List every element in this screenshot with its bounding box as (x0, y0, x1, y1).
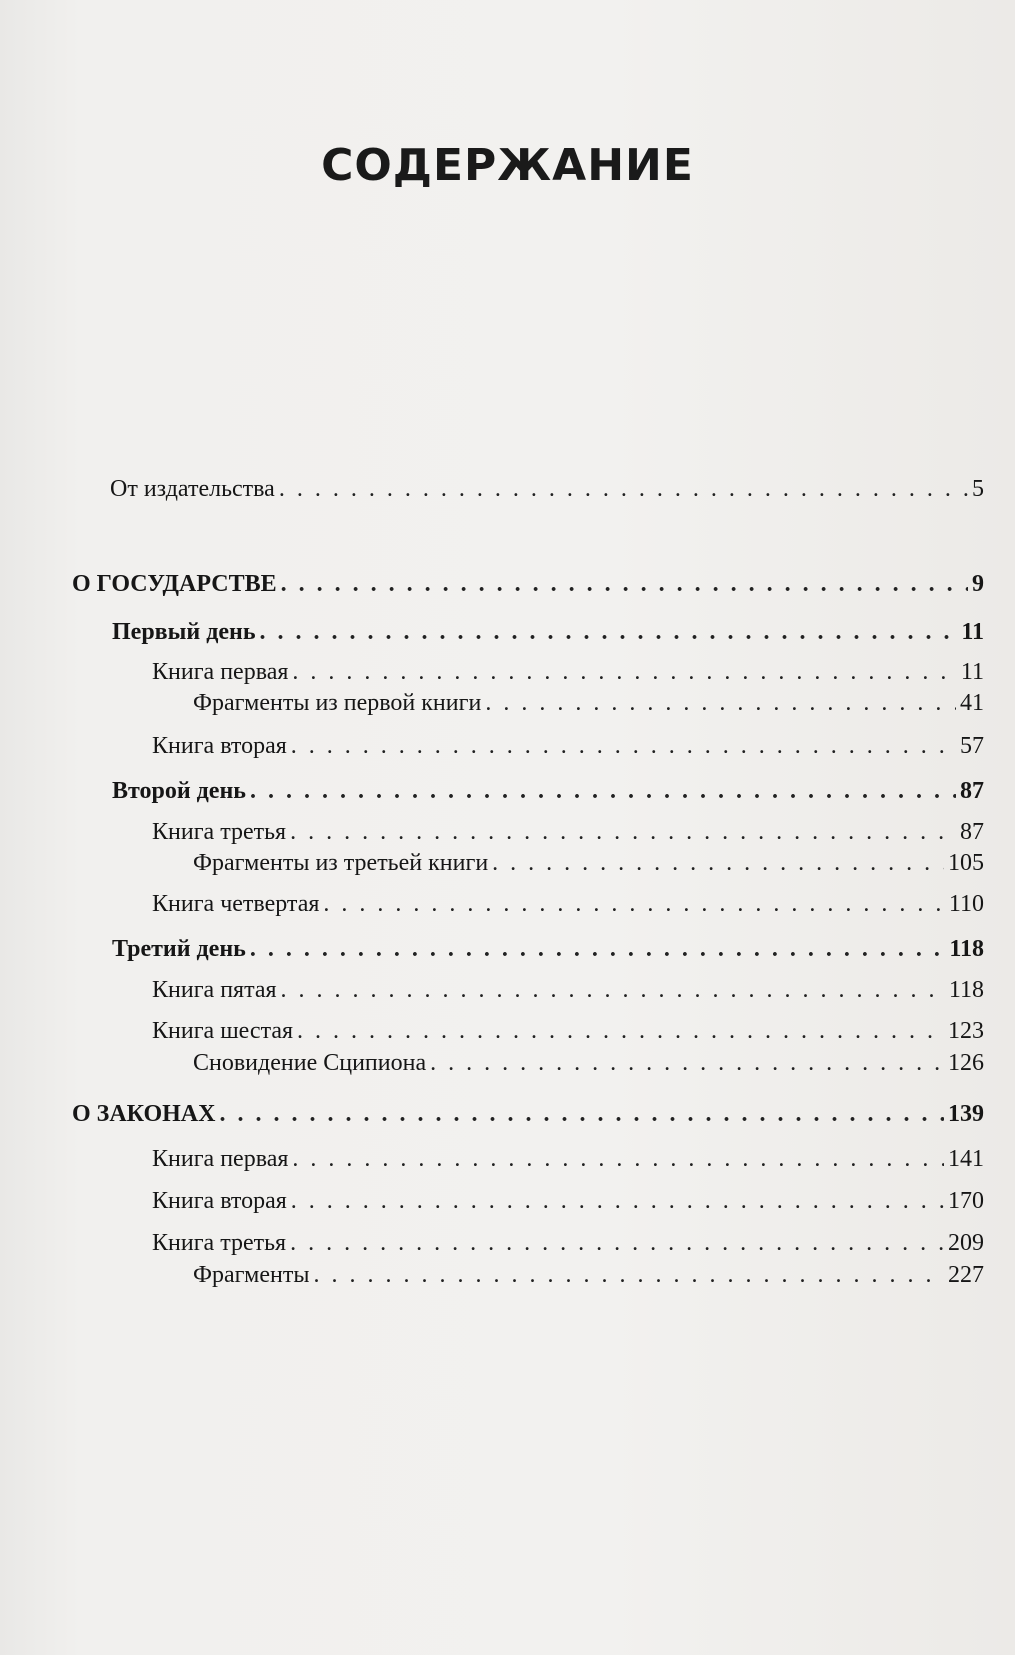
toc-entry-laws-book-one[interactable] (152, 1145, 984, 1173)
toc-entry-page: 227 (948, 1262, 984, 1288)
toc-entry-label: О ЗАКОНАХ (72, 1101, 216, 1127)
toc-entry-page: 41 (960, 690, 984, 716)
toc-entry-page: 105 (948, 850, 984, 876)
toc-entry-book-four[interactable] (152, 890, 984, 918)
toc-entry-laws-fragments[interactable] (193, 1261, 984, 1289)
toc-leader-dots (292, 658, 956, 686)
toc-leader-dots (219, 1100, 944, 1128)
toc-entry-page: 87 (960, 819, 984, 845)
toc-entry-label: Книга вторая (152, 733, 287, 759)
toc-entry-label: Книга третья (152, 819, 287, 845)
toc-leader-dots (297, 1017, 944, 1045)
toc-entry-label: Фрагменты из первой книги (193, 690, 482, 716)
toc-entry-fragments-book-three[interactable] (193, 849, 984, 877)
toc-entry-label: Фрагменты из третьей книги (193, 850, 489, 876)
toc-entry-book-three[interactable] (152, 818, 984, 846)
toc-entry-publisher[interactable] (110, 475, 984, 503)
toc-leader-dots (291, 1187, 944, 1215)
toc-entry-label: Книга первая (152, 1146, 289, 1172)
toc-entry-page: 118 (949, 936, 984, 962)
toc-entry-laws-book-three[interactable] (152, 1229, 984, 1257)
toc-entry-book-one[interactable] (152, 658, 984, 686)
toc-entry-label: Второй день (112, 778, 246, 804)
toc-entry-page: 123 (948, 1018, 984, 1044)
toc-entry-book-five[interactable] (152, 976, 984, 1004)
toc-leader-dots (250, 935, 945, 963)
toc-entry-label: От издательства (110, 476, 275, 502)
toc-leader-dots (290, 818, 956, 846)
toc-entry-label: Первый день (112, 619, 256, 645)
toc-entry-page: 170 (948, 1188, 984, 1214)
toc-section-laws[interactable] (72, 1100, 984, 1128)
toc-entry-day-three[interactable] (112, 935, 984, 963)
toc-leader-dots (485, 689, 956, 717)
toc-entry-page: 9 (972, 571, 984, 597)
toc-entry-page: 139 (948, 1101, 984, 1127)
toc-entry-dream-of-scipio[interactable] (193, 1049, 984, 1077)
toc-entry-label: Фрагменты (193, 1262, 310, 1288)
page-title: СОДЕРЖАНИЕ (321, 140, 694, 191)
toc-entry-label: Книга третья (152, 1230, 287, 1256)
toc-entry-label: Третий день (112, 936, 246, 962)
toc-entry-book-six[interactable] (152, 1017, 984, 1045)
toc-entry-label: Книга шестая (152, 1018, 294, 1044)
toc-entry-day-one[interactable] (112, 618, 984, 646)
toc-entry-page: 209 (948, 1230, 984, 1256)
toc-leader-dots (250, 777, 956, 805)
toc-entry-page: 126 (948, 1050, 984, 1076)
toc-entry-page: 87 (960, 778, 984, 804)
toc-entry-day-two[interactable] (112, 777, 984, 805)
toc-leader-dots (281, 976, 945, 1004)
toc-entry-laws-book-two[interactable] (152, 1187, 984, 1215)
toc-leader-dots (281, 570, 968, 598)
toc-entry-label: Книга четвертая (152, 891, 320, 917)
toc-entry-label: Книга пятая (152, 977, 277, 1003)
toc-entry-book-two[interactable] (152, 732, 984, 760)
toc-leader-dots (291, 732, 956, 760)
toc-entry-page: 5 (972, 476, 984, 502)
toc-entry-page: 110 (948, 891, 984, 917)
toc-leader-dots (323, 890, 944, 918)
toc-entry-label: О ГОСУДАРСТВЕ (72, 571, 277, 597)
toc-entry-page: 141 (948, 1146, 984, 1172)
toc-leader-dots (292, 1145, 944, 1173)
toc-leader-dots (313, 1261, 944, 1289)
toc-entry-page: 57 (960, 733, 984, 759)
toc-leader-dots (430, 1049, 944, 1077)
toc-entry-label: Сновидение Сципиона (193, 1050, 427, 1076)
toc-leader-dots (279, 475, 968, 503)
toc-leader-dots (492, 849, 944, 877)
toc-entry-page: 11 (961, 619, 984, 645)
toc-entry-label: Книга первая (152, 659, 289, 685)
toc-leader-dots (260, 618, 958, 646)
toc-entry-fragments-book-one[interactable] (193, 689, 984, 717)
toc-entry-page: 118 (948, 977, 984, 1003)
toc-leader-dots (290, 1229, 944, 1257)
toc-entry-label: Книга вторая (152, 1188, 287, 1214)
toc-entry-page: 11 (960, 659, 984, 685)
toc-section-republic[interactable] (72, 570, 984, 598)
